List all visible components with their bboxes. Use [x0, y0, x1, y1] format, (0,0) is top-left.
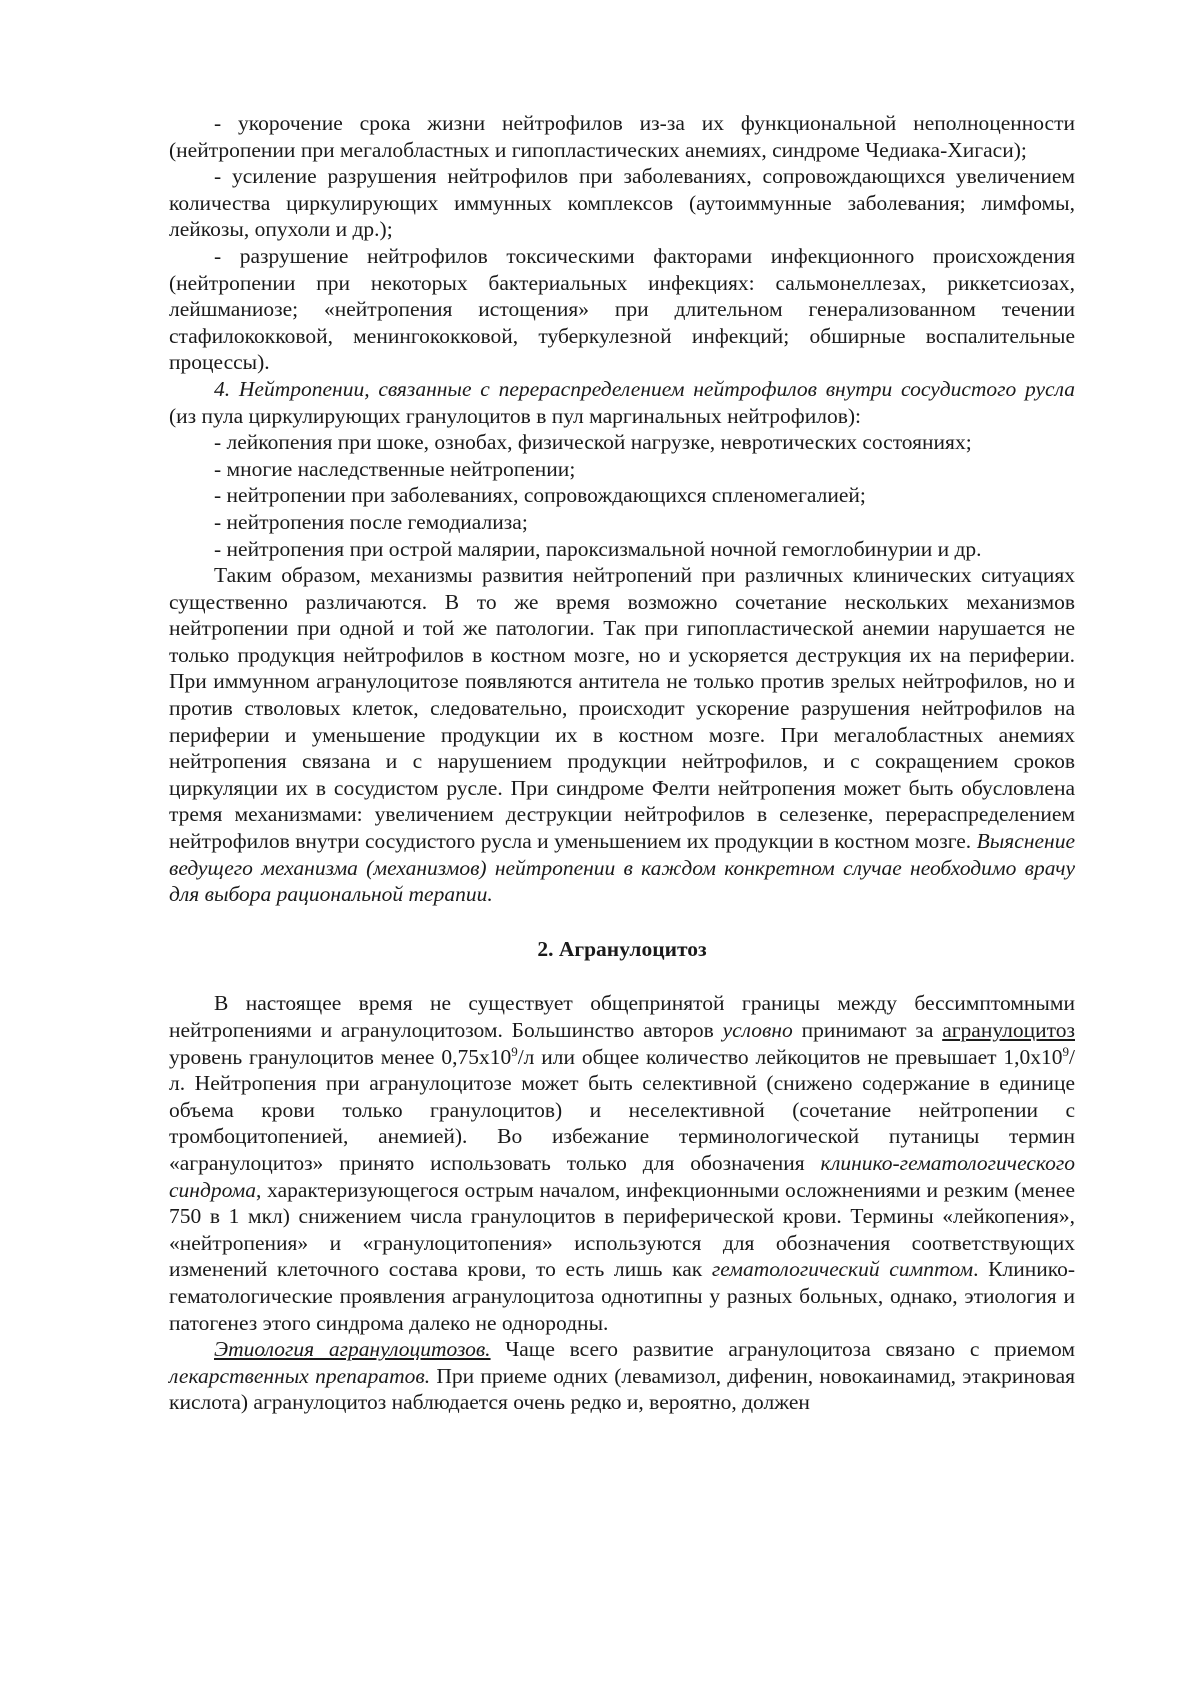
- text-span: В настоящее время не существует общепринятой границы между бессимптомными нейтропениями и агранулоцитозом. Большинство авторов: [169, 991, 1075, 1042]
- document-page: [169, 110, 1075, 1416]
- italic-span: гематологический симптом: [711, 1257, 974, 1282]
- paragraph-agranulocytosis-definition: [169, 990, 1075, 1336]
- list-item: - нейтропения при острой малярии, пароксизмальной ночной гемоглобинурии и др.: [214, 536, 982, 561]
- paragraph-toxic-destruction: - разрушение нейтрофилов токсическими факторами инфекционного происхождения (нейтропении при некоторых бактериальных инфекциях: сальмонеллезах, риккетсиозах, лейшманиозе; «нейтропения истощения» при длительном генерализованном течении стафилококковой, менингококковой, туберкулезной инфекций; обширные воспалительные процессы).: [169, 243, 1075, 375]
- list-item: - лейкопения при шоке, ознобах, физической нагрузке, невротических состояниях;: [214, 430, 972, 455]
- text-span: принимают за: [792, 1018, 943, 1042]
- paragraph-redistribution: [169, 376, 1075, 429]
- superscript: 9: [511, 1043, 518, 1059]
- paragraph-mechanisms-summary: [169, 562, 1075, 908]
- redistribution-text: (из пула циркулирующих гранулоцитов в пул маргинальных нейтрофилов):: [169, 403, 861, 428]
- list-item: - нейтропении при заболеваниях, сопровождающихся спленомегалией;: [214, 483, 866, 508]
- text-span: При приеме одних (левамизол, дифенин, новокаинамид, этакриновая кислота) агранулоцитоз наблюдается очень редко и, вероятно, должен: [169, 1363, 1075, 1415]
- list-item: - нейтропения после гемодиализа;: [214, 509, 528, 534]
- paragraph-etiology: [169, 1336, 1075, 1416]
- text-span: . Клинико-гематологические проявления агранулоцитоза однотипны у разных больных, однако, этиология и патогенез этого синдрома далеко не однородны.: [169, 1257, 1075, 1335]
- paragraph-shortened-lifespan: - укорочение срока жизни нейтрофилов из-за их функциональной неполноценности (нейтропении при мегалобластных и гипопластических анемиях, синдроме Чедиака-Хигаси);: [169, 111, 1075, 162]
- text-span: , характеризующегося острым началом, инфекционными осложнениями и резким (менее 750 в 1 мкл) снижением числа гранулоцитов в периферической крови. Термины «лейкопения», «нейтропения» и «гранулоцитопения» используются для обозначения соответствующих изменений клеточного состава крови, то есть лишь как: [169, 1177, 1075, 1282]
- etiology-title: Этиология агранулоцитозов.: [214, 1337, 491, 1362]
- section-heading: 2. Агранулоцитоз: [537, 936, 707, 961]
- list-item: - многие наследственные нейтропении;: [214, 456, 576, 481]
- text-span: /л или общее количество лейкоцитов не превышает 1,0х10: [517, 1044, 1063, 1069]
- redistribution-title: 4. Нейтропении, связанные с перераспределением нейтрофилов внутри сосудистого русла: [214, 376, 1075, 401]
- text-span: уровень гранулоцитов менее 0,75х10: [169, 1044, 512, 1069]
- underlined-term: агранулоцитоз: [942, 1018, 1075, 1042]
- text-span: Чаще всего развитие агранулоцитоза связано с приемом: [490, 1337, 1075, 1362]
- italic-span: клинико-гематологического синдрома: [169, 1150, 1075, 1202]
- paragraph-increased-destruction: - усиление разрушения нейтрофилов при заболеваниях, сопровождающихся увеличением количества циркулирующих иммунных комплексов (аутоиммунные заболевания; лимфомы, лейкозы, опухоли и др.);: [169, 164, 1075, 242]
- mechanisms-conclusion: Выяснение ведущего механизма (механизмов) нейтропении в каждом конкретном случае необходимо врачу для выбора рациональной терапии.: [169, 829, 1075, 907]
- mechanisms-text: Таким образом, механизмы развития нейтропений при различных клинических ситуациях существенно различаются. В то же время возможно сочетание нескольких механизмов нейтропении при одной и той же патологии. Так при гипопластической анемии нарушается не только продукция нейтрофилов в костном мозге, но и ускоряется деструкция их на периферии. При иммунном агранулоцитозе появляются антитела не только против зрелых нейтрофилов, но и против стволовых клеток, следовательно, происходит ускорение разрушения нейтрофилов на периферии и уменьшение продукции их в костном мозге. При мегалобластных анемиях нейтропения связана и с нарушением продукции нейтрофилов, и с сокращением сроков циркуляции их в сосудистом русле. При синдроме Фелти нейтропения может быть обусловлена тремя механизмами: увеличением деструкции нейтрофилов в селезенке, перераспределением нейтрофилов внутри сосудистого русла и уменьшением их продукции в костном мозге.: [169, 563, 1075, 854]
- italic-span: условно: [722, 1018, 793, 1042]
- italic-span: лекарственных препаратов.: [169, 1363, 431, 1388]
- superscript: 9: [1062, 1043, 1070, 1059]
- text-span: /л. Нейтропения при агранулоцитозе может быть селективной (снижено содержание в единице объема крови только гранулоцитов) и неселективной (сочетание нейтропении с тромбоцитопенией, анемией). Во избежание терминологической путаницы термин «агранулоцитоз» принято использовать только для обозначения: [169, 1044, 1075, 1175]
